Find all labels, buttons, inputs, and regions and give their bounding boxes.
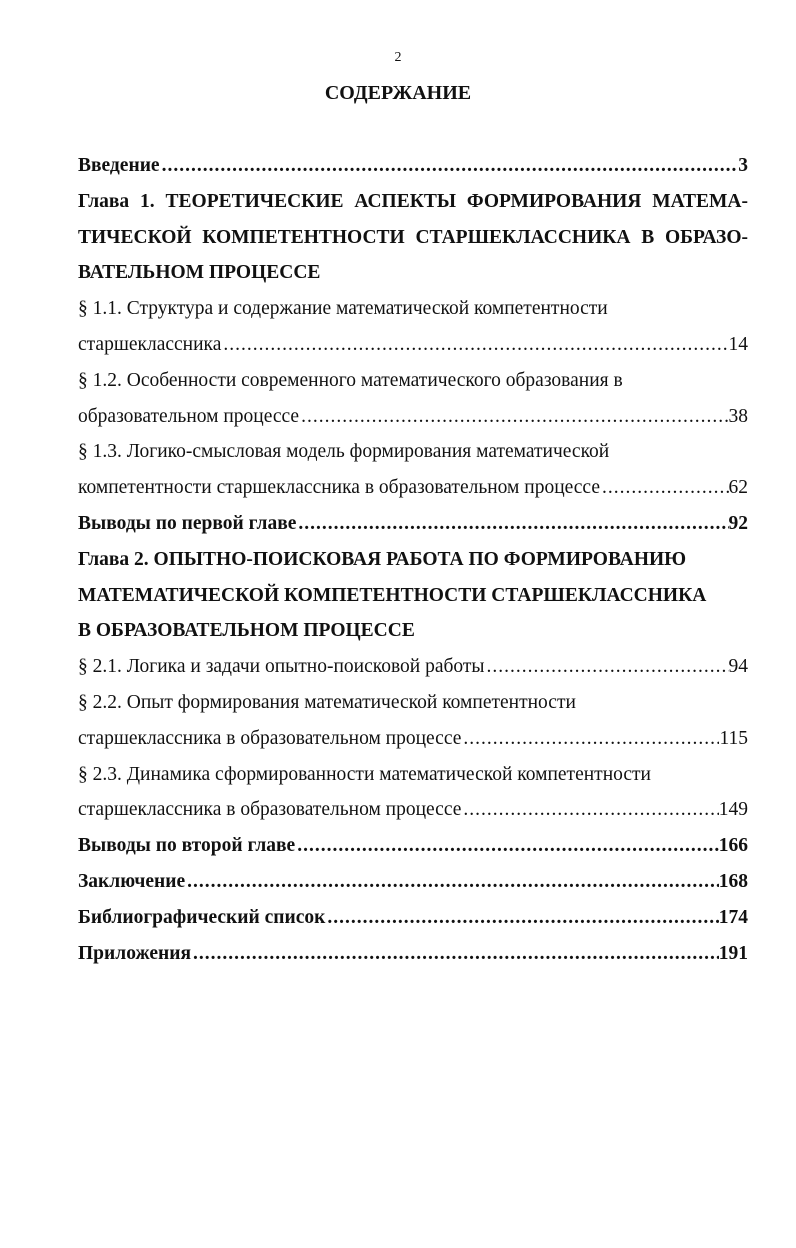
toc-entry <box>78 184 748 291</box>
toc-entry-text: компетентности старшеклассника в образовательном процессе <box>78 477 600 499</box>
toc-page-number: 166 <box>718 835 748 857</box>
toc-line <box>78 613 748 649</box>
toc-entry <box>78 757 748 829</box>
toc-entry-text: § 1.2. Особенности современного математического образования в <box>78 369 623 391</box>
dot-leader <box>191 936 719 972</box>
toc-line <box>78 255 748 291</box>
toc-entry-text: старшеклассника <box>78 333 222 355</box>
toc-entry-text: образовательном процессе <box>78 405 300 427</box>
toc-entry-text: В ОБРАЗОВАТЕЛЬНОМ ПРОЦЕССЕ <box>78 620 415 642</box>
toc-page-number: 14 <box>728 333 748 355</box>
toc-entry <box>78 649 748 685</box>
toc-line <box>78 399 748 435</box>
toc-entry-text: Заключение <box>78 870 186 892</box>
toc-entry-text: § 1.3. Логико-смысловая модель формирования математической <box>78 441 610 463</box>
toc-entry <box>78 936 748 972</box>
dot-leader <box>160 148 739 184</box>
toc-entry-text: § 1.1. Структура и содержание математической компетентности <box>78 298 608 320</box>
toc-page-number: 115 <box>719 727 748 749</box>
toc-entry <box>78 542 748 649</box>
toc-entry <box>78 828 748 864</box>
toc-entry-text: § 2.3. Динамика сформированности математической компетентности <box>78 763 651 785</box>
dot-leader <box>461 792 718 828</box>
toc-page-number: 38 <box>728 405 748 427</box>
dot-leader <box>299 399 728 435</box>
dot-leader <box>221 327 728 363</box>
toc-entry-text: Глава 1. ТЕОРЕТИЧЕСКИЕ АСПЕКТЫ ФОРМИРОВАНИЯ МАТЕМА- <box>78 190 748 212</box>
toc-entry-text: Приложения <box>78 942 192 964</box>
toc-entry-text: Выводы по первой главе <box>78 512 297 534</box>
toc-line <box>78 470 748 506</box>
toc-entry <box>78 900 748 936</box>
toc-line <box>78 363 748 399</box>
toc-page-number: 94 <box>728 656 748 678</box>
toc-entry-text: старшеклассника в образовательном процессе <box>78 799 462 821</box>
toc-entry-text: Введение <box>78 155 160 176</box>
toc-entry-text: § 2.2. Опыт формирования математической компетентности <box>78 691 576 713</box>
toc-entry <box>78 148 748 184</box>
dot-leader <box>461 721 719 757</box>
toc-entry-text: Глава 2. ОПЫТНО-ПОИСКОВАЯ РАБОТА ПО ФОРМИРОВАНИЮ <box>78 548 687 570</box>
toc-entry <box>78 864 748 900</box>
dot-leader <box>295 828 719 864</box>
toc-line <box>78 685 748 721</box>
table-of-contents <box>78 148 748 971</box>
toc-page-number: 92 <box>728 512 748 534</box>
toc-line <box>78 220 748 256</box>
toc-page-number: 191 <box>718 942 748 964</box>
toc-line <box>78 864 748 900</box>
toc-entry-text: Выводы по второй главе <box>78 835 296 857</box>
toc-line <box>78 434 748 470</box>
toc-entry-text: ТИЧЕСКОЙ КОМПЕТЕНТНОСТИ СТАРШЕКЛАССНИКА В ОБРАЗО- <box>78 226 748 248</box>
toc-entry-text: старшеклассника в образовательном процессе <box>78 727 462 749</box>
dot-leader <box>296 506 728 542</box>
toc-entry <box>78 506 748 542</box>
toc-line <box>78 578 748 614</box>
toc-entry-text: § 2.1. Логика и задачи опытно-поисковой работы <box>78 656 485 678</box>
toc-line <box>78 542 748 578</box>
toc-page-number: 62 <box>728 477 748 499</box>
toc-line <box>78 900 748 936</box>
toc-line <box>78 184 748 220</box>
toc-line <box>78 327 748 363</box>
toc-line <box>78 721 748 757</box>
toc-entry <box>78 434 748 506</box>
toc-line <box>78 649 748 685</box>
page-title: СОДЕРЖАНИЕ <box>324 82 472 104</box>
toc-page-number: 3 <box>738 155 748 176</box>
toc-entry <box>78 291 748 363</box>
dot-leader <box>325 900 718 936</box>
toc-line <box>78 148 748 184</box>
toc-entry-text: МАТЕМАТИЧЕСКОЙ КОМПЕТЕНТНОСТИ СТАРШЕКЛАССНИКА <box>78 584 707 606</box>
toc-line <box>78 757 748 793</box>
toc-entry <box>78 685 748 757</box>
page-number: 2 <box>394 50 402 65</box>
toc-entry-text: ВАТЕЛЬНОМ ПРОЦЕССЕ <box>78 262 321 284</box>
toc-line <box>78 506 748 542</box>
toc-entry <box>78 363 748 435</box>
toc-line <box>78 291 748 327</box>
toc-line <box>78 936 748 972</box>
dot-leader <box>600 470 729 506</box>
dot-leader <box>485 649 729 685</box>
toc-line <box>78 828 748 864</box>
toc-line <box>78 792 748 828</box>
toc-page-number: 168 <box>718 870 748 892</box>
dot-leader <box>185 864 719 900</box>
toc-page-number: 174 <box>718 906 748 928</box>
toc-entry-text: Библиографический список <box>78 906 326 928</box>
toc-page-number: 149 <box>718 799 748 821</box>
